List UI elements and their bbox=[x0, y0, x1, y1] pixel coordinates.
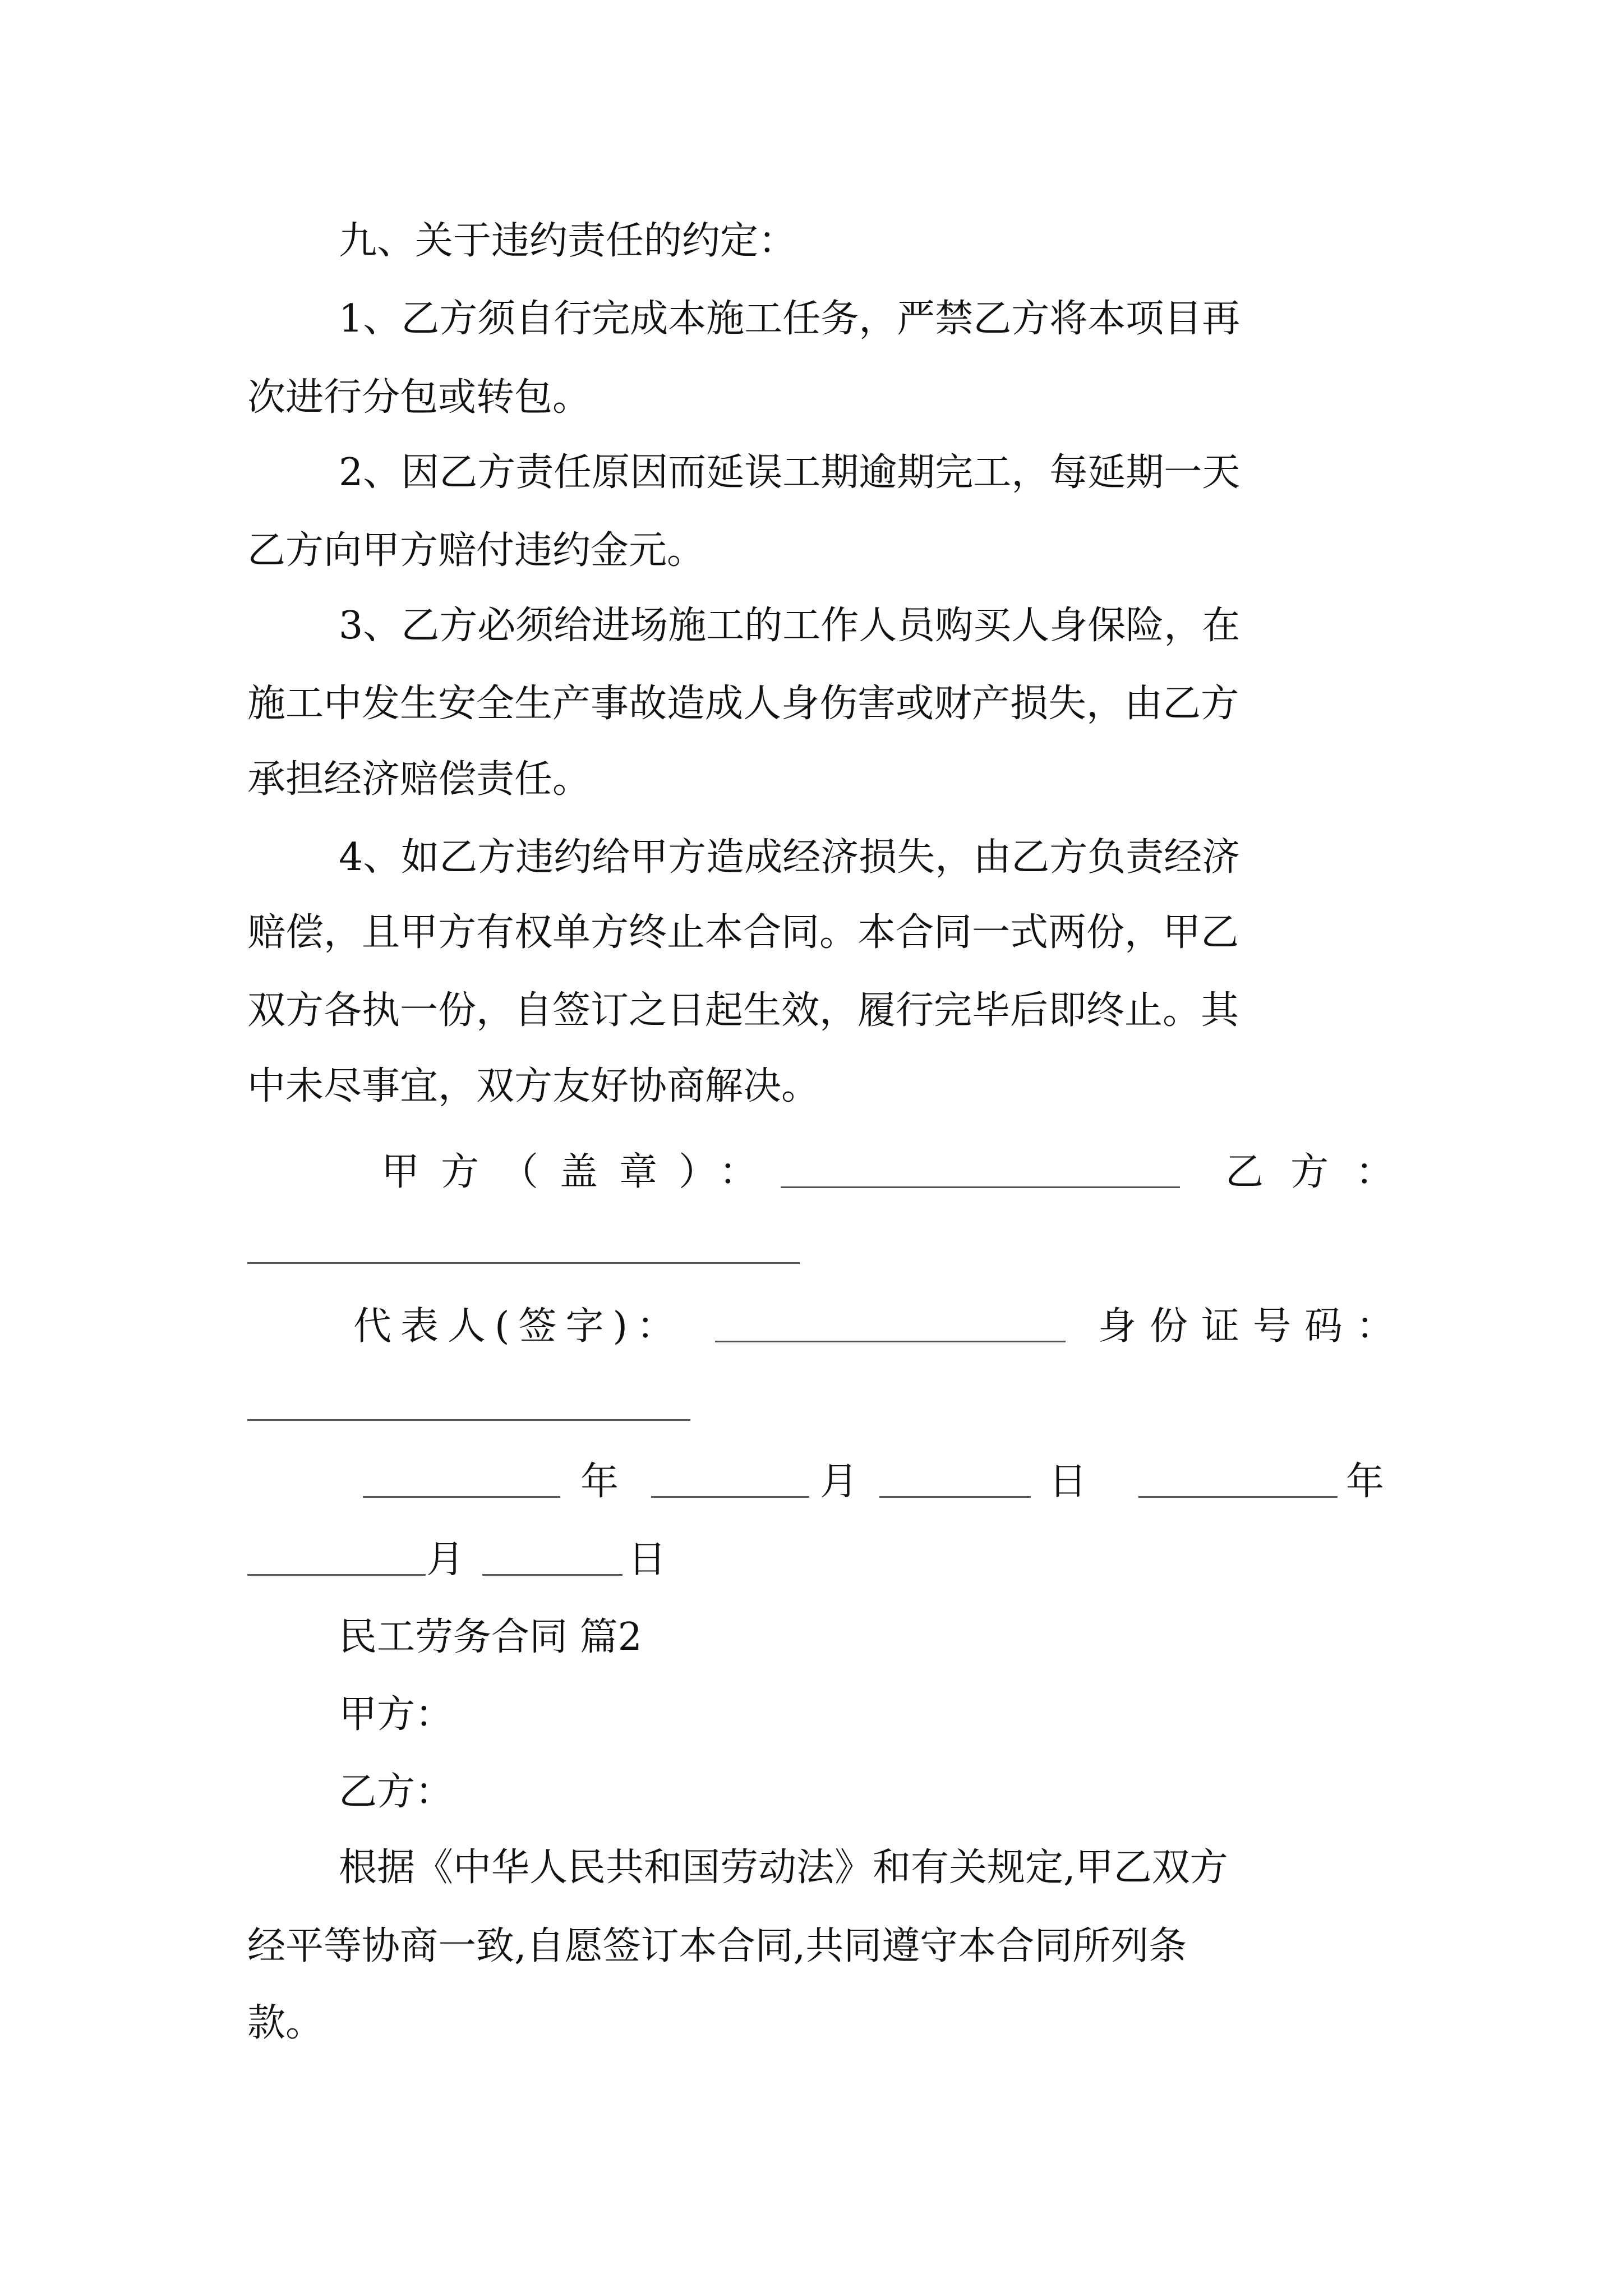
clause-4-line-1: 4、如乙方违约给甲方造成经济损失，由乙方负责经济 bbox=[339, 835, 1241, 880]
party-a-year-line[interactable] bbox=[363, 1496, 560, 1498]
id-number-row bbox=[1098, 1301, 1408, 1352]
party-a-year-label: 年 bbox=[580, 1460, 619, 1504]
party-a-label: 甲方（盖章）： bbox=[381, 1150, 779, 1194]
contract-2-intro-line-2: 经平等协商一致,自愿签订本合同,共同遵守本合同所列条 bbox=[247, 1924, 1187, 1968]
id-number-label: 身份证号码： bbox=[1098, 1304, 1408, 1349]
id-number-line[interactable] bbox=[247, 1419, 690, 1421]
contract-2-title: 民工劳务合同 篇2 bbox=[339, 1615, 642, 1659]
clause-3-line-1: 3、乙方必须给进场施工的工作人员购买人身保险，在 bbox=[339, 604, 1241, 648]
clause-1-line-1: 1、乙方须自行完成本施工任务，严禁乙方将本项目再 bbox=[339, 297, 1241, 341]
party-a-signature-line[interactable] bbox=[781, 1186, 1180, 1188]
clause-4-line-4: 中未尽事宜，双方友好协商解决。 bbox=[247, 1064, 820, 1108]
clause-2-line-2: 乙方向甲方赔付违约金元。 bbox=[247, 528, 706, 573]
clause-1-line-2: 次进行分包或转包。 bbox=[247, 375, 591, 420]
section-heading: 九、关于违约责任的约定： bbox=[339, 219, 797, 263]
representative-label: 代表人(签字)： bbox=[353, 1304, 684, 1349]
clause-4-line-2: 赔偿，且甲方有权单方终止本合同。本合同一式两份，甲乙 bbox=[247, 910, 1239, 955]
party-a-month-label: 月 bbox=[820, 1460, 859, 1504]
clause-3-line-2: 施工中发生安全生产事故造成人身伤害或财产损失，由乙方 bbox=[247, 682, 1239, 726]
party-b-month-label: 月 bbox=[426, 1538, 465, 1582]
party-b-year-label: 年 bbox=[1346, 1460, 1385, 1504]
party-b-day-label: 日 bbox=[628, 1538, 667, 1582]
clause-4-line-3: 双方各执一份，自签订之日起生效，履行完毕后即终止。其 bbox=[247, 988, 1239, 1033]
contract-2-party-a: 甲方： bbox=[339, 1692, 454, 1737]
party-a-day-label: 日 bbox=[1049, 1460, 1087, 1504]
party-b-label: 乙方： bbox=[1225, 1150, 1421, 1194]
clause-2-line-1: 2、因乙方责任原因而延误工期逾期完工，每延期一天 bbox=[339, 450, 1241, 495]
party-b-month-line[interactable] bbox=[247, 1574, 426, 1576]
party-b-year-line[interactable] bbox=[1138, 1496, 1338, 1498]
contract-2-party-b: 乙方： bbox=[339, 1770, 454, 1814]
clause-3-line-3: 承担经济赔偿责任。 bbox=[247, 757, 591, 802]
contract-2-intro-line-1: 根据《中华人民共和国劳动法》和有关规定,甲乙双方 bbox=[339, 1846, 1228, 1890]
contract-2-intro-line-3: 款。 bbox=[247, 2001, 324, 2045]
party-a-day-line[interactable] bbox=[879, 1496, 1031, 1498]
party-b-day-line[interactable] bbox=[482, 1574, 623, 1576]
representative-signature-line[interactable] bbox=[715, 1341, 1066, 1342]
party-a-month-line[interactable] bbox=[651, 1496, 809, 1498]
party-b-signature-line[interactable] bbox=[247, 1262, 800, 1264]
party-b-row bbox=[1225, 1147, 1421, 1198]
representative-row bbox=[353, 1301, 684, 1352]
party-a-seal-row bbox=[381, 1147, 778, 1198]
